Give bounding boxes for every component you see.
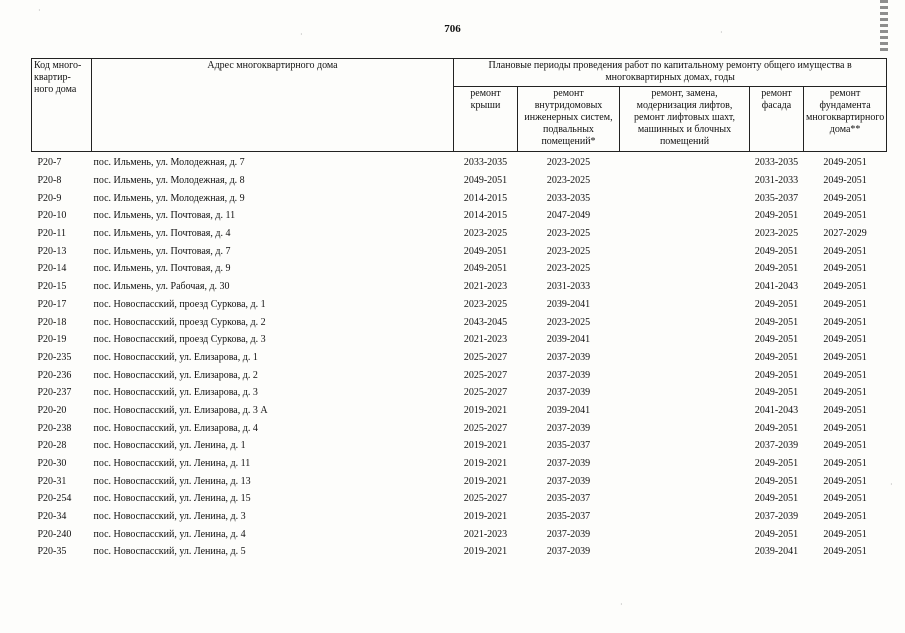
cell-foundation: 2049-2051 — [823, 334, 867, 346]
cell-roof: 2019-2021 — [463, 475, 508, 487]
table-header — [32, 59, 887, 152]
cell-foundation: 2049-2051 — [823, 245, 867, 257]
cell-foundation: 2049-2051 — [823, 440, 867, 452]
cell-foundation: 2049-2051 — [823, 422, 867, 434]
cell-engineering: 2023-2025 — [546, 157, 591, 169]
cell-roof: 2033-2035 — [463, 157, 508, 169]
cell-foundation: 2049-2051 — [823, 281, 867, 293]
cell-code: Р20-10 — [37, 210, 67, 222]
cell-address: пос. Новоспасский, ул. Ленина, д. 15 — [93, 493, 251, 505]
cell-foundation: 2049-2051 — [823, 475, 867, 487]
cell-foundation: 2049-2051 — [823, 210, 867, 222]
cell-facade: 2049-2051 — [754, 369, 799, 381]
cell-code: Р20-20 — [37, 404, 67, 416]
cell-roof: 2021-2023 — [463, 528, 508, 540]
cell-elevators — [620, 260, 750, 278]
cell-address: пос. Новоспасский, ул. Ленина, д. 4 — [93, 528, 246, 540]
cell-engineering: 2037-2039 — [546, 351, 591, 363]
cell-engineering: 2023-2025 — [546, 316, 591, 328]
cell-elevators — [620, 152, 750, 172]
cell-elevators — [620, 508, 750, 526]
cell-foundation: 2049-2051 — [823, 511, 867, 523]
cell-engineering: 2035-2037 — [546, 440, 591, 452]
cell-elevators — [620, 455, 750, 473]
cell-engineering: 2035-2037 — [546, 511, 591, 523]
cell-roof: 2019-2021 — [463, 458, 508, 470]
cell-address: пос. Новоспасский, ул. Елизарова, д. 3 — [93, 387, 258, 399]
cell-facade: 2049-2051 — [754, 475, 799, 487]
cell-facade: 2031-2033 — [754, 175, 799, 187]
cell-roof: 2019-2021 — [463, 511, 508, 523]
cell-roof: 2025-2027 — [463, 351, 508, 363]
cell-engineering: 2037-2039 — [546, 422, 591, 434]
cell-foundation: 2049-2051 — [823, 404, 867, 416]
cell-engineering: 2031-2033 — [546, 281, 591, 293]
cell-roof: 2025-2027 — [463, 387, 508, 399]
cell-facade: 2049-2051 — [754, 351, 799, 363]
cell-address: пос. Новоспасский, проезд Суркова, д. 2 — [93, 316, 266, 328]
cell-engineering: 2037-2039 — [546, 369, 591, 381]
header-elevators: ремонт, замена, модернизация лифтов, ремонт лифтовых шахт, машинных и блочных помещений — [620, 87, 750, 152]
cell-address: пос. Ильмень, ул. Молодежная, д. 8 — [93, 175, 245, 187]
scan-speck: · — [38, 6, 41, 15]
cell-roof: 2049-2051 — [463, 245, 508, 257]
table-row — [32, 313, 887, 331]
cell-engineering: 2039-2041 — [546, 298, 591, 310]
cell-facade: 2049-2051 — [754, 334, 799, 346]
cell-elevators — [620, 402, 750, 420]
cell-engineering: 2033-2035 — [546, 192, 591, 204]
cell-engineering: 2037-2039 — [546, 528, 591, 540]
cell-address: пос. Новоспасский, ул. Елизарова, д. 2 — [93, 369, 258, 381]
cell-engineering: 2037-2039 — [546, 546, 591, 558]
header-code: Код много-квартир-ного дома — [32, 59, 92, 152]
page-number: 706 — [444, 23, 461, 35]
cell-elevators — [620, 384, 750, 402]
cell-roof: 2043-2045 — [463, 316, 508, 328]
cell-facade: 2049-2051 — [754, 263, 799, 275]
cell-code: Р20-18 — [37, 316, 67, 328]
scan-artifact — [880, 0, 888, 52]
cell-code: Р20-30 — [37, 458, 67, 470]
cell-address: пос. Новоспасский, ул. Ленина, д. 3 — [93, 511, 246, 523]
cell-elevators — [620, 278, 750, 296]
table-row — [32, 152, 887, 172]
header-foundation: ремонт фундамента многоквартирного дома** — [804, 87, 887, 152]
cell-foundation: 2027-2029 — [823, 228, 867, 240]
cell-facade: 2033-2035 — [754, 157, 799, 169]
cell-foundation: 2049-2051 — [823, 387, 867, 399]
scan-speck: · — [890, 480, 893, 489]
cell-address: пос. Новоспасский, проезд Суркова, д. 1 — [93, 298, 266, 310]
header-address: Адрес многоквартирного дома — [92, 59, 454, 152]
cell-facade: 2041-2043 — [754, 281, 799, 293]
cell-code: Р20-35 — [37, 546, 67, 558]
table-row — [32, 331, 887, 349]
cell-foundation: 2049-2051 — [823, 351, 867, 363]
cell-engineering: 2039-2041 — [546, 334, 591, 346]
cell-roof: 2023-2025 — [463, 228, 508, 240]
cell-engineering: 2037-2039 — [546, 458, 591, 470]
cell-code: Р20-11 — [37, 228, 67, 240]
cell-foundation: 2049-2051 — [823, 458, 867, 470]
cell-roof: 2049-2051 — [463, 175, 508, 187]
cell-engineering: 2023-2025 — [546, 175, 591, 187]
cell-engineering: 2023-2025 — [546, 263, 591, 275]
cell-roof: 2019-2021 — [463, 546, 508, 558]
cell-foundation: 2049-2051 — [823, 192, 867, 204]
cell-elevators — [620, 189, 750, 207]
cell-address: пос. Новоспасский, ул. Елизарова, д. 3 А — [93, 404, 268, 416]
cell-elevators — [620, 490, 750, 508]
cell-elevators — [620, 366, 750, 384]
cell-engineering: 2047-2049 — [546, 210, 591, 222]
scan-speck: · — [720, 28, 723, 37]
cell-roof: 2023-2025 — [463, 298, 508, 310]
table-row — [32, 172, 887, 190]
table-row — [32, 490, 887, 508]
cell-engineering: 2023-2025 — [546, 245, 591, 257]
table-row — [32, 189, 887, 207]
cell-elevators — [620, 472, 750, 490]
table-row — [32, 508, 887, 526]
cell-elevators — [620, 331, 750, 349]
cell-roof: 2021-2023 — [463, 281, 508, 293]
scan-speck: · — [300, 30, 303, 39]
cell-elevators — [620, 242, 750, 260]
table-row — [32, 225, 887, 243]
scan-speck: · — [620, 600, 623, 609]
cell-address: пос. Новоспасский, ул. Ленина, д. 5 — [93, 546, 246, 558]
cell-code: Р20-8 — [37, 175, 62, 187]
cell-foundation: 2049-2051 — [823, 493, 867, 505]
cell-foundation: 2049-2051 — [823, 546, 867, 558]
table-row — [32, 543, 887, 561]
cell-foundation: 2049-2051 — [823, 528, 867, 540]
cell-facade: 2049-2051 — [754, 458, 799, 470]
cell-address: пос. Новоспасский, ул. Ленина, д. 13 — [93, 475, 251, 487]
header-facade: ремонт фасада — [750, 87, 804, 152]
cell-roof: 2014-2015 — [463, 192, 508, 204]
table-row — [32, 349, 887, 367]
cell-code: Р20-13 — [37, 245, 67, 257]
cell-code: Р20-14 — [37, 263, 67, 275]
table-row — [32, 402, 887, 420]
cell-elevators — [620, 225, 750, 243]
cell-address: пос. Ильмень, ул. Почтовая, д. 9 — [93, 263, 231, 275]
cell-address: пос. Ильмень, ул. Почтовая, д. 7 — [93, 245, 231, 257]
cell-foundation: 2049-2051 — [823, 298, 867, 310]
cell-address: пос. Ильмень, ул. Молодежная, д. 7 — [93, 157, 245, 169]
cell-facade: 2049-2051 — [754, 245, 799, 257]
cell-foundation: 2049-2051 — [823, 175, 867, 187]
cell-elevators — [620, 313, 750, 331]
cell-address: пос. Ильмень, ул. Молодежная, д. 9 — [93, 192, 245, 204]
cell-roof: 2014-2015 — [463, 210, 508, 222]
cell-elevators — [620, 437, 750, 455]
cell-facade: 2049-2051 — [754, 387, 799, 399]
cell-address: пос. Ильмень, ул. Почтовая, д. 4 — [93, 228, 231, 240]
cell-code: Р20-238 — [37, 422, 72, 434]
cell-roof: 2025-2027 — [463, 369, 508, 381]
cell-facade: 2049-2051 — [754, 422, 799, 434]
cell-roof: 2019-2021 — [463, 404, 508, 416]
header-periods-group: Плановые периоды проведения работ по капитальному ремонту общего имущества в многоквартирных домах, годы — [454, 59, 887, 87]
cell-engineering: 2039-2041 — [546, 404, 591, 416]
cell-foundation: 2049-2051 — [823, 316, 867, 328]
cell-facade: 2037-2039 — [754, 440, 799, 452]
cell-elevators — [620, 296, 750, 314]
cell-facade: 2041-2043 — [754, 404, 799, 416]
table-row — [32, 296, 887, 314]
table-row — [32, 437, 887, 455]
cell-roof: 2019-2021 — [463, 440, 508, 452]
table-row — [32, 525, 887, 543]
cell-address: пос. Новоспасский, ул. Елизарова, д. 4 — [93, 422, 258, 434]
cell-code: Р20-237 — [37, 387, 72, 399]
cell-engineering: 2037-2039 — [546, 475, 591, 487]
cell-roof: 2021-2023 — [463, 334, 508, 346]
cell-foundation: 2049-2051 — [823, 369, 867, 381]
cell-roof: 2025-2027 — [463, 422, 508, 434]
cell-elevators — [620, 349, 750, 367]
cell-engineering: 2023-2025 — [546, 228, 591, 240]
cell-address: пос. Ильмень, ул. Рабочая, д. 30 — [93, 281, 230, 293]
table-row — [32, 419, 887, 437]
cell-elevators — [620, 172, 750, 190]
header-roof: ремонт крыши — [454, 87, 518, 152]
cell-code: Р20-15 — [37, 281, 67, 293]
table-row — [32, 366, 887, 384]
cell-facade: 2049-2051 — [754, 528, 799, 540]
cell-code: Р20-34 — [37, 511, 67, 523]
cell-elevators — [620, 543, 750, 561]
table-row — [32, 278, 887, 296]
cell-facade: 2049-2051 — [754, 210, 799, 222]
cell-code: Р20-28 — [37, 440, 67, 452]
cell-code: Р20-235 — [37, 351, 72, 363]
cell-facade: 2037-2039 — [754, 511, 799, 523]
cell-code: Р20-254 — [37, 493, 72, 505]
cell-engineering: 2035-2037 — [546, 493, 591, 505]
table-row — [32, 472, 887, 490]
repair-schedule-table — [31, 58, 887, 561]
cell-code: Р20-240 — [37, 528, 72, 540]
cell-code: Р20-31 — [37, 475, 67, 487]
cell-engineering: 2037-2039 — [546, 387, 591, 399]
cell-facade: 2049-2051 — [754, 316, 799, 328]
cell-roof: 2025-2027 — [463, 493, 508, 505]
cell-address: пос. Новоспасский, ул. Ленина, д. 11 — [93, 458, 251, 470]
cell-address: пос. Новоспасский, ул. Елизарова, д. 1 — [93, 351, 258, 363]
cell-elevators — [620, 525, 750, 543]
cell-elevators — [620, 419, 750, 437]
table-row — [32, 455, 887, 473]
cell-code: Р20-236 — [37, 369, 72, 381]
cell-address: пос. Новоспасский, проезд Суркова, д. 3 — [93, 334, 266, 346]
cell-facade: 2023-2025 — [754, 228, 799, 240]
cell-facade: 2049-2051 — [754, 298, 799, 310]
cell-code: Р20-17 — [37, 298, 67, 310]
cell-code: Р20-9 — [37, 192, 62, 204]
cell-elevators — [620, 207, 750, 225]
cell-address: пос. Ильмень, ул. Почтовая, д. 11 — [93, 210, 236, 222]
table-body — [32, 152, 887, 561]
cell-code: Р20-7 — [37, 157, 62, 169]
cell-foundation: 2049-2051 — [823, 263, 867, 275]
cell-foundation: 2049-2051 — [823, 157, 867, 169]
cell-facade: 2039-2041 — [754, 546, 799, 558]
header-engineering: ремонт внутридомовых инженерных систем, подвальных помещений* — [518, 87, 620, 152]
cell-address: пос. Новоспасский, ул. Ленина, д. 1 — [93, 440, 246, 452]
table-row — [32, 260, 887, 278]
cell-facade: 2035-2037 — [754, 192, 799, 204]
cell-code: Р20-19 — [37, 334, 67, 346]
cell-facade: 2049-2051 — [754, 493, 799, 505]
table-row — [32, 242, 887, 260]
cell-roof: 2049-2051 — [463, 263, 508, 275]
table-row — [32, 207, 887, 225]
table-row — [32, 384, 887, 402]
